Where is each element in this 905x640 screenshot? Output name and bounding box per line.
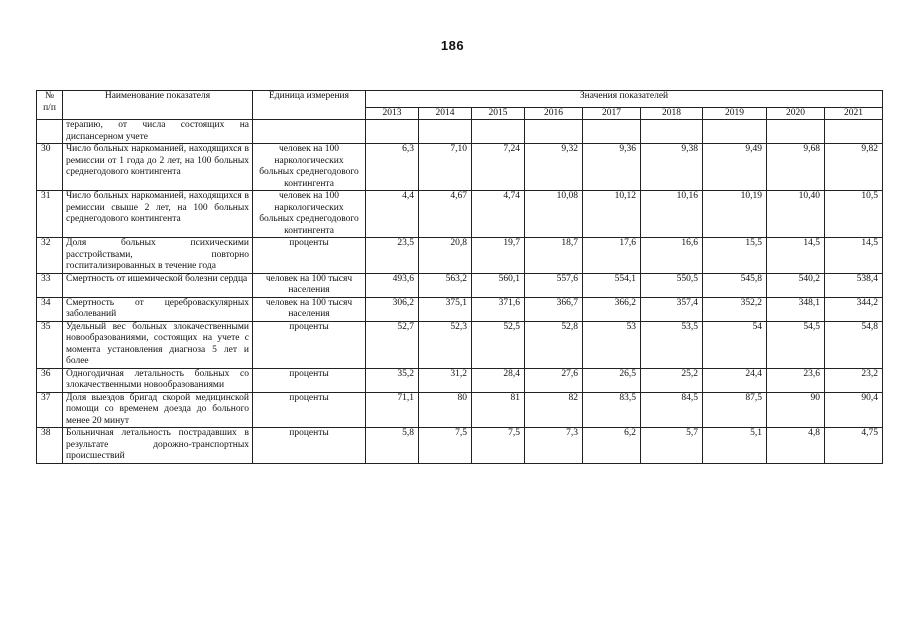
row-value: 560,1 <box>472 273 525 297</box>
row-value <box>419 120 472 144</box>
year-header: 2014 <box>419 107 472 120</box>
row-value: 10,08 <box>525 191 583 238</box>
row-num: 32 <box>37 238 63 274</box>
row-value: 7,5 <box>472 428 525 464</box>
row-value: 87,5 <box>703 392 767 428</box>
header-name: Наименование показателя <box>63 91 253 120</box>
row-value: 82 <box>525 392 583 428</box>
row-value: 80 <box>419 392 472 428</box>
row-value: 4,4 <box>366 191 419 238</box>
year-header: 2018 <box>641 107 703 120</box>
row-unit: человек на 100 наркологических больных среднегодового контингента <box>253 191 366 238</box>
row-value: 6,3 <box>366 144 419 191</box>
row-value: 9,36 <box>583 144 641 191</box>
row-num: 30 <box>37 144 63 191</box>
row-value: 366,2 <box>583 297 641 321</box>
header-values: Значения показателей <box>366 91 883 108</box>
row-value: 7,3 <box>525 428 583 464</box>
row-value: 4,67 <box>419 191 472 238</box>
row-value: 554,1 <box>583 273 641 297</box>
row-name: Одногодичная летальность больных со злокачественными новообразованиями <box>63 368 253 392</box>
table-row <box>37 297 883 321</box>
row-value <box>583 120 641 144</box>
row-num <box>37 120 63 144</box>
row-value: 545,8 <box>703 273 767 297</box>
table-row <box>37 428 883 464</box>
year-header: 2013 <box>366 107 419 120</box>
table-row <box>37 321 883 368</box>
row-value: 23,5 <box>366 238 419 274</box>
row-name: Число больных наркоманией, находящихся в ремиссии свыше 2 лет, на 100 больных среднегодового контингента <box>63 191 253 238</box>
row-value <box>703 120 767 144</box>
row-value: 557,6 <box>525 273 583 297</box>
row-value: 5,8 <box>366 428 419 464</box>
row-value <box>641 120 703 144</box>
row-value: 52,3 <box>419 321 472 368</box>
table-body <box>37 120 883 464</box>
row-value: 52,8 <box>525 321 583 368</box>
row-value: 9,49 <box>703 144 767 191</box>
row-value: 371,6 <box>472 297 525 321</box>
row-value: 344,2 <box>825 297 883 321</box>
row-value: 5,1 <box>703 428 767 464</box>
row-name: терапию, от числа состоящих на диспансерном учете <box>63 120 253 144</box>
year-header: 2021 <box>825 107 883 120</box>
row-value: 4,75 <box>825 428 883 464</box>
row-unit: проценты <box>253 238 366 274</box>
row-value: 10,19 <box>703 191 767 238</box>
row-value: 90 <box>767 392 825 428</box>
row-value <box>825 120 883 144</box>
year-header: 2016 <box>525 107 583 120</box>
row-value: 7,24 <box>472 144 525 191</box>
row-value: 84,5 <box>641 392 703 428</box>
row-value: 357,4 <box>641 297 703 321</box>
row-value <box>767 120 825 144</box>
row-value: 31,2 <box>419 368 472 392</box>
row-unit: проценты <box>253 428 366 464</box>
row-value: 27,6 <box>525 368 583 392</box>
row-value: 9,32 <box>525 144 583 191</box>
table-row <box>37 368 883 392</box>
row-value: 5,7 <box>641 428 703 464</box>
row-name: Смертность от цереброваскулярных заболеваний <box>63 297 253 321</box>
row-num: 34 <box>37 297 63 321</box>
row-value: 14,5 <box>767 238 825 274</box>
row-value: 20,8 <box>419 238 472 274</box>
row-value: 352,2 <box>703 297 767 321</box>
row-value: 26,5 <box>583 368 641 392</box>
row-value: 10,12 <box>583 191 641 238</box>
row-unit: человек на 100 наркологических больных среднегодового контингента <box>253 144 366 191</box>
row-value: 52,7 <box>366 321 419 368</box>
row-unit: проценты <box>253 321 366 368</box>
row-value: 25,2 <box>641 368 703 392</box>
table-row <box>37 191 883 238</box>
row-value: 90,4 <box>825 392 883 428</box>
row-value: 6,2 <box>583 428 641 464</box>
row-value: 52,5 <box>472 321 525 368</box>
row-num: 33 <box>37 273 63 297</box>
row-value: 9,38 <box>641 144 703 191</box>
row-value: 493,6 <box>366 273 419 297</box>
row-value <box>472 120 525 144</box>
row-value: 7,10 <box>419 144 472 191</box>
row-value: 81 <box>472 392 525 428</box>
row-unit <box>253 120 366 144</box>
table-row <box>37 238 883 274</box>
row-value: 35,2 <box>366 368 419 392</box>
row-name: Удельный вес больных злокачественными новообразованиями, состоящих на учете с момента установления диагноза 5 лет и более <box>63 321 253 368</box>
row-unit: проценты <box>253 368 366 392</box>
row-value: 4,8 <box>767 428 825 464</box>
row-value <box>525 120 583 144</box>
row-value: 366,7 <box>525 297 583 321</box>
row-value: 24,4 <box>703 368 767 392</box>
row-name: Доля больных психическими расстройствами, повторно госпитализированных в течение года <box>63 238 253 274</box>
row-value: 18,7 <box>525 238 583 274</box>
row-name: Больничная летальность пострадавших в результате дорожно-транспортных происшествий <box>63 428 253 464</box>
row-unit: человек на 100 тысяч населения <box>253 297 366 321</box>
row-value: 23,6 <box>767 368 825 392</box>
header-num: № п/п <box>37 91 63 120</box>
row-value: 15,5 <box>703 238 767 274</box>
row-value: 23,2 <box>825 368 883 392</box>
header-unit: Единица измерения <box>253 91 366 120</box>
row-value: 10,40 <box>767 191 825 238</box>
row-value: 538,4 <box>825 273 883 297</box>
row-value: 19,7 <box>472 238 525 274</box>
row-value: 28,4 <box>472 368 525 392</box>
indicators-table <box>36 90 883 464</box>
table-header-row <box>37 91 883 108</box>
row-value: 7,5 <box>419 428 472 464</box>
row-value: 9,68 <box>767 144 825 191</box>
row-value <box>366 120 419 144</box>
year-header: 2019 <box>703 107 767 120</box>
table-row <box>37 273 883 297</box>
row-num: 36 <box>37 368 63 392</box>
row-value: 540,2 <box>767 273 825 297</box>
row-num: 35 <box>37 321 63 368</box>
row-value: 10,16 <box>641 191 703 238</box>
row-name: Число больных наркоманией, находящихся в ремиссии от 1 года до 2 лет, на 100 больных среднегодового контингента <box>63 144 253 191</box>
row-value: 71,1 <box>366 392 419 428</box>
row-value: 9,82 <box>825 144 883 191</box>
row-value: 563,2 <box>419 273 472 297</box>
row-unit: проценты <box>253 392 366 428</box>
row-name: Смертность от ишемической болезни сердца <box>63 273 253 297</box>
row-value: 306,2 <box>366 297 419 321</box>
row-unit: человек на 100 тысяч населения <box>253 273 366 297</box>
row-num: 37 <box>37 392 63 428</box>
year-header: 2017 <box>583 107 641 120</box>
row-value: 53,5 <box>641 321 703 368</box>
row-value: 10,5 <box>825 191 883 238</box>
row-value: 375,1 <box>419 297 472 321</box>
table-row <box>37 392 883 428</box>
row-value: 54,5 <box>767 321 825 368</box>
row-value: 4,74 <box>472 191 525 238</box>
table-row <box>37 144 883 191</box>
row-value: 14,5 <box>825 238 883 274</box>
year-header: 2020 <box>767 107 825 120</box>
table-row-continuation <box>37 120 883 144</box>
year-header: 2015 <box>472 107 525 120</box>
row-value: 16,6 <box>641 238 703 274</box>
row-name: Доля выездов бригад скорой медицинской помощи со временем доезда до больного менее 20 минут <box>63 392 253 428</box>
row-num: 38 <box>37 428 63 464</box>
row-num: 31 <box>37 191 63 238</box>
row-value: 550,5 <box>641 273 703 297</box>
row-value: 348,1 <box>767 297 825 321</box>
row-value: 54,8 <box>825 321 883 368</box>
row-value: 54 <box>703 321 767 368</box>
page-number: 186 <box>440 38 465 53</box>
row-value: 53 <box>583 321 641 368</box>
row-value: 83,5 <box>583 392 641 428</box>
row-value: 17,6 <box>583 238 641 274</box>
